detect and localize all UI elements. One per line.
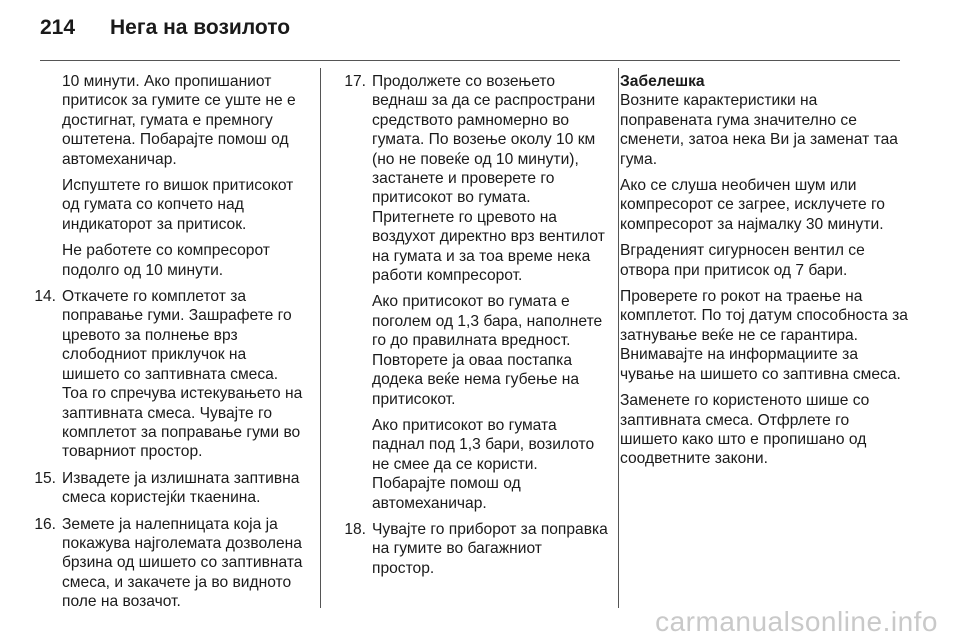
paragraph: Ако притисокот во гумата паднал под 1,3 бари, возилото не смее да се користи. Побарајте помош од автомеханичар. — [372, 416, 595, 512]
column-3 — [620, 72, 910, 476]
header-rule — [40, 60, 900, 61]
list-item — [332, 520, 608, 578]
item-number: 16. — [34, 515, 56, 533]
column-1 — [22, 72, 308, 619]
item-number: 17. — [344, 73, 366, 90]
watermark: carmanualsonline.info — [655, 606, 938, 637]
paragraph: Ако се слуша необичен шум или компресорот се загрее, исклучете го компресорот за најмалку 30 минути. — [620, 177, 885, 233]
list-item — [22, 287, 308, 462]
paragraph: Вграденият сигурносен вентил се отвора при притисок од 7 бари. — [620, 242, 865, 279]
paragraph: Извадете ја излишната заптивна смеса користејќи ткаенина. — [62, 469, 300, 507]
list-item — [332, 72, 608, 513]
column-divider-1 — [320, 68, 321, 608]
note-heading: Забелешка — [620, 73, 705, 90]
paragraph: 10 минути. Ако пропишаниот притисок за гумите се уште не е достигнат, гумата е премногу оштетена. Побарајте помош од автомеханичар. — [62, 73, 296, 168]
paragraph: Заменете го користеното шише со заптивната смеса. Отфрлете го шишето како што е пропишано од соодветните закони. — [620, 392, 870, 468]
item-number: 15. — [34, 469, 56, 487]
item-number: 14. — [34, 288, 56, 306]
paragraph: Земете ја налепницата која ја покажува најголемата дозволена брзина од шишето со заптивната смеса, и закачете ја во видното поле на возачот. — [62, 515, 303, 611]
list-item — [22, 469, 308, 508]
paragraph: Возните карактеристики на поправената гума значително се сменети, затоа нека Ви ја заменат таа гума. — [620, 92, 898, 168]
paragraph: Ако притисокот во гумата е поголем од 1,3 бара, наполнете го до правилната вредност. Повторете ја оваа постапка додека веќе нема губење на притисокот. — [372, 293, 603, 408]
page-number: 214 — [40, 16, 76, 39]
paragraph: Проверете го рокот на траење на комплетот. По тој датум способноста за затнување веќе не се гарантира. Внимавајте на информациите за чување на шишето со заптивна смеса. — [620, 288, 908, 383]
paragraph: Продолжете со возењето веднаш за да се распространи средството рамномерно во гумата. По возење околу 10 км (но не повеќе од 10 минути), застанете и проверете го притисокот во гумата. Притегнете го цревото на воздухот директно врз вентилот на гумата и за тоа време нека работи компресорот. — [372, 73, 605, 285]
paragraph: Чувајте го приборот за поправка на гумите во багажниот простор. — [372, 520, 608, 577]
item-number: 18. — [344, 520, 366, 538]
list-item — [22, 515, 308, 612]
paragraph: Испуштете го вишок притисокот од гумата со копчето над индикаторот за притисок. — [62, 177, 294, 233]
page-header — [40, 16, 290, 46]
column-divider-2 — [618, 68, 619, 608]
page-title: Нега на возилото — [110, 16, 291, 39]
paragraph: Откачете го комплетот за поправање гуми. Зашрафете го цревото за полнење врз слободниот приклучок на шишето со заптивната смеса. Тоа го спречува истекувањето на заптивната смеса. Чувајте го комплетот за поправање гуми во товарниот простор. — [62, 288, 303, 461]
paragraph: Не работете со компресорот подолго од 10 минути. — [62, 242, 270, 279]
column-2 — [332, 72, 608, 585]
